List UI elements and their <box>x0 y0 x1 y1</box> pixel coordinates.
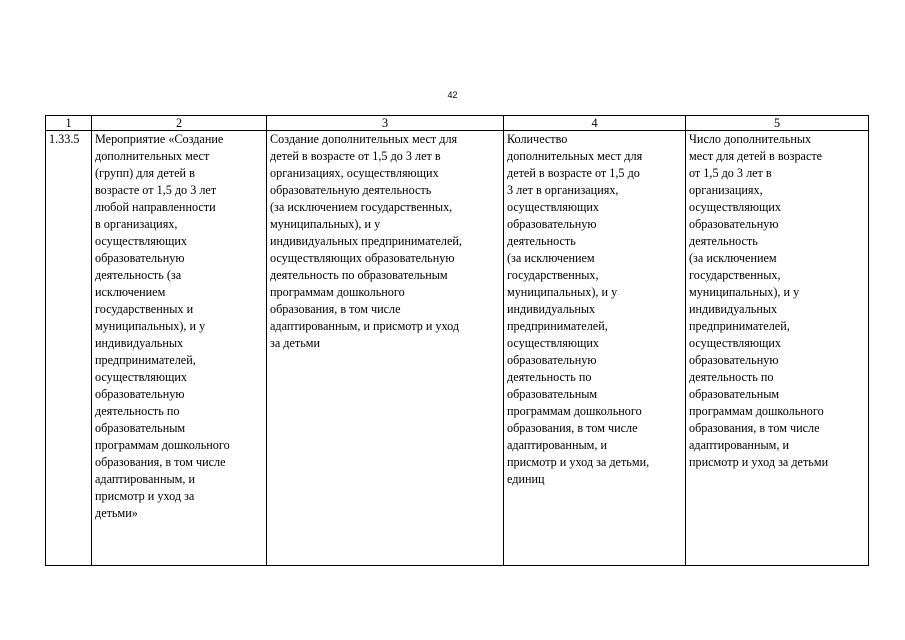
cell-text-line: адаптированным, и <box>689 438 789 452</box>
cell-text-line: Количество <box>507 132 568 146</box>
cell-text-line: образования, в том числе <box>95 455 226 469</box>
cell-text-line: любой направленности <box>95 200 216 214</box>
cell-text-line: (групп) для детей в <box>95 166 195 180</box>
cell-text-line: осуществляющих <box>507 200 599 214</box>
result-description-cell <box>267 131 504 566</box>
cell-text-line: индивидуальных <box>507 302 596 316</box>
cell-text-line: программам дошкольного <box>270 285 405 299</box>
cell-text-line: Создание дополнительных мест для <box>270 132 458 146</box>
header-cell-4: 4 <box>504 116 686 131</box>
cell-text-line: муниципальных), и у <box>507 285 618 299</box>
cell-text-line: за детьми <box>270 336 320 350</box>
cell-text-line: деятельность по <box>507 370 592 384</box>
cell-text-line: деятельность по <box>95 404 180 418</box>
cell-text-line: государственных и <box>95 302 194 316</box>
table-row <box>46 131 869 566</box>
cell-text-line: программам дошкольного <box>95 438 230 452</box>
document-table <box>45 115 869 566</box>
cell-text-line: организациях, <box>689 183 763 197</box>
cell-text-line: мест для детей в возрасте <box>689 149 823 163</box>
cell-text-line: образовательную <box>689 353 779 367</box>
indicator-definition-cell <box>686 131 869 566</box>
cell-text-line: предпринимателей, <box>689 319 790 333</box>
cell-text-line: от 1,5 до 3 лет в <box>689 166 772 180</box>
cell-text-line: организациях, осуществляющих <box>270 166 439 180</box>
cell-text-line: детьми» <box>95 506 138 520</box>
indicator-name-cell <box>504 131 686 566</box>
cell-text-line: деятельность по образовательным <box>270 268 448 282</box>
cell-text-line: дополнительных мест для <box>507 149 643 163</box>
event-name-cell <box>92 131 267 566</box>
cell-text-line: осуществляющих <box>689 336 781 350</box>
cell-text-line: осуществляющих <box>689 200 781 214</box>
cell-text-line: предпринимателей, <box>507 319 608 333</box>
cell-text-line: программам дошкольного <box>507 404 642 418</box>
cell-text-line: индивидуальных предпринимателей, <box>270 234 462 248</box>
cell-text-line: программам дошкольного <box>689 404 824 418</box>
cell-text-line: возрасте от 1,5 до 3 лет <box>95 183 217 197</box>
cell-text-line: образовательную <box>689 217 779 231</box>
cell-text-line: исключением <box>95 285 166 299</box>
cell-text-line: Мероприятие «Создание <box>95 132 224 146</box>
cell-text-line: осуществляющих <box>95 370 187 384</box>
cell-text-line: муниципальных), и у <box>95 319 206 333</box>
header-cell-2: 2 <box>92 116 267 131</box>
cell-text-line: осуществляющих <box>507 336 599 350</box>
cell-text-line: деятельность (за <box>95 268 182 282</box>
cell-text-line: образовательным <box>507 387 598 401</box>
cell-text-line: образовательную деятельность <box>270 183 432 197</box>
cell-text-line: Число дополнительных <box>689 132 812 146</box>
cell-text-line: образовательным <box>95 421 186 435</box>
cell-text-line: образования, в том числе <box>689 421 820 435</box>
cell-text-line: муниципальных), и у <box>689 285 800 299</box>
cell-text-line: государственных, <box>689 268 781 282</box>
row-number-cell <box>46 131 92 566</box>
table-header-row <box>46 116 869 131</box>
cell-text-line: адаптированным, и присмотр и уход <box>270 319 460 333</box>
cell-text-line: в организациях, <box>95 217 178 231</box>
cell-text-line: осуществляющих образовательную <box>270 251 455 265</box>
cell-text-line: адаптированным, и <box>95 472 195 486</box>
header-cell-5: 5 <box>686 116 869 131</box>
cell-text-line: деятельность <box>507 234 576 248</box>
cell-text-line: предпринимателей, <box>95 353 196 367</box>
cell-text-line: (за исключением <box>689 251 777 265</box>
cell-text-line: образовательную <box>95 251 185 265</box>
cell-text-line: (за исключением <box>507 251 595 265</box>
cell-text-line: осуществляющих <box>95 234 187 248</box>
cell-text-line: образовательную <box>507 353 597 367</box>
cell-text-line: 1.33.5 <box>49 132 80 146</box>
cell-text-line: образования, в том числе <box>507 421 638 435</box>
cell-text-line: образовательную <box>507 217 597 231</box>
cell-text-line: (за исключением государственных, <box>270 200 453 214</box>
cell-text-line: 3 лет в организациях, <box>507 183 619 197</box>
cell-text-line: присмотр и уход за детьми <box>689 455 829 469</box>
cell-text-line: присмотр и уход за <box>95 489 195 503</box>
cell-text-line: деятельность <box>689 234 758 248</box>
cell-text-line: индивидуальных <box>689 302 778 316</box>
cell-text-line: детей в возрасте от 1,5 до 3 лет в <box>270 149 441 163</box>
cell-text-line: государственных, <box>507 268 599 282</box>
header-cell-3: 3 <box>267 116 504 131</box>
cell-text-line: образовательным <box>689 387 780 401</box>
cell-text-line: адаптированным, и <box>507 438 607 452</box>
cell-text-line: образования, в том числе <box>270 302 401 316</box>
cell-text-line: детей в возрасте от 1,5 до <box>507 166 640 180</box>
cell-text-line: индивидуальных <box>95 336 184 350</box>
cell-text-line: деятельность по <box>689 370 774 384</box>
cell-text-line: присмотр и уход за детьми, <box>507 455 650 469</box>
cell-text-line: дополнительных мест <box>95 149 210 163</box>
cell-text-line: единиц <box>507 472 545 486</box>
cell-text-line: муниципальных), и у <box>270 217 381 231</box>
header-cell-1: 1 <box>46 116 92 131</box>
cell-text-line: образовательную <box>95 387 185 401</box>
page-number: 42 <box>447 90 458 100</box>
